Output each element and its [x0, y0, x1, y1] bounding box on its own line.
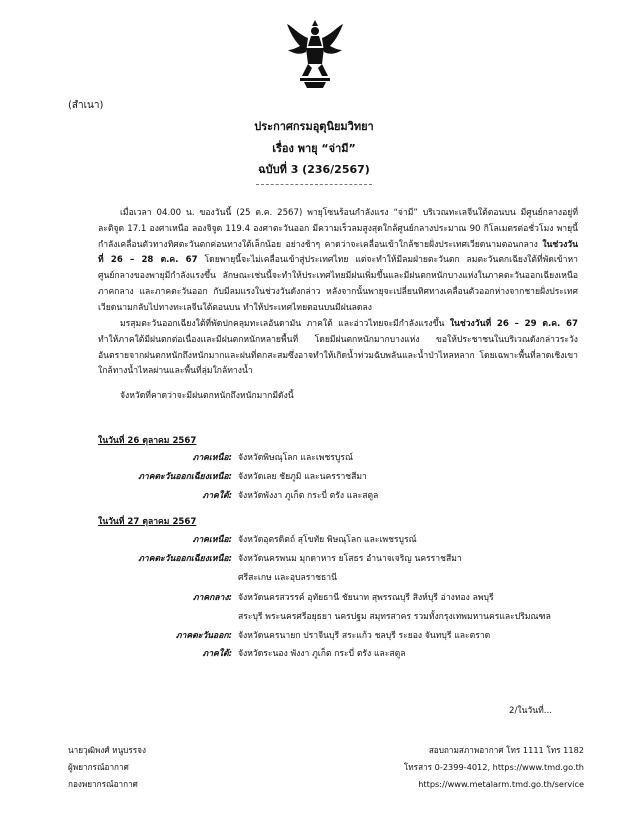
forecaster-name: นายวุฒิพงศ์ หนูบรรจง — [68, 745, 146, 755]
paragraph-storm — [98, 206, 578, 317]
paragraph-provinces-intro: จังหวัดที่คาดว่าจะมีฝนตกหนักถึงหนักมากมีดังนี้ — [120, 391, 294, 401]
contact-phone: สอบถามสภาพอากาศ โทร 1111 โทร 1182 — [428, 745, 584, 755]
region-row — [98, 646, 578, 662]
contact-fax-website: โทรสาร 0-2399-4012, https://www.tmd.go.th — [403, 762, 584, 772]
region-provinces: จังหวัดนครพนม มุกดาหาร ยโสธร อำนาจเจริญ นครราชสีมา — [238, 554, 462, 564]
day-heading: ในวันที่ 27 ตุลาคม 2567 — [98, 517, 197, 527]
paragraph-text: โดยพายุนี้จะไม่เคลื่อนเข้าสู่ประเทศไทย แต่จะทำให้มีลมฝ่ายตะวันตก ลมตะวันตกเฉียงใต้ที่พัดเข้าหาศูนย์กลางของพายุมีกำลังแรงขึ้น ลักษณะเช่นนี้จะทำให้ประเทศไทยมีฝนเพิ่มขึ้นและมีฝนตกหนักบางแห่งในภาคตะวันออกเฉียงเหนือ ภาคกลาง และภาคตะวันออก กับมีลมแรงในช่วงวันดังกล่าว หลังจากนั้นพายุจะเปลี่ยนทิศทางเคลื่อนตัวออกห่างจากชายฝั่งประเทศเวียดนามกลับไปทางทะเลจีนใต้ตอนบน ทำให้ประเทศไทยตอนบนมีฝนลดลง — [98, 255, 578, 313]
subject-title: เรื่อง พายุ “จ่ามี” — [272, 142, 356, 155]
region-row — [98, 488, 578, 504]
region-provinces: จังหวัดพังงา ภูเก็ต กระบี่ ตรัง และสตูล — [238, 491, 379, 501]
region-provinces-continued: สระบุรี พระนครศรีอยุธยา นครปฐม สมุทรสาคร รวมทั้งกรุงเทพมหานครและปริมณฑล — [238, 612, 551, 622]
region-label: ภาคตะวันออก: — [175, 631, 232, 641]
region-provinces: จังหวัดอุตรดิตถ์ สุโขทัย พิษณุโลก และเพชรบูรณ์ — [238, 535, 417, 545]
divider — [256, 184, 372, 185]
paragraph-text: เมื่อเวลา 04.00 น. ของวันนี้ (25 ต.ค. 2567) พายุโซนร้อนกำลังแรง “จ่ามี” บริเวณทะเลจีนใต้ตอนบน มีศูนย์กลางอยู่ที่ละติจูด 17.1 องศาเหนือ ลองจิจูด 119.4 องศาตะวันออก มีความเร็วลมสูงสุดใกล้ศูนย์กลางประมาณ 90 กิโลเมตรต่อชั่วโมง พายุนี้กำลังเคลื่อนตัวทางทิศตะวันตกค่อนทางใต้เล็กน้อย อย่างช้าๆ คาดว่าจะเคลื่อนเข้าใกล้ชายฝั่งประเทศเวียดนามตอนกลาง — [98, 208, 578, 250]
region-row — [98, 628, 578, 644]
paragraph-text: มรสุมตะวันออกเฉียงใต้ที่พัดปกคลุมทะเลอันดามัน ภาคใต้ และอ่าวไทยจะมีกำลังแรงขึ้น — [120, 319, 450, 329]
region-label: ภาคใต้: — [202, 491, 232, 501]
forecaster-division: กองพยากรณ์อากาศ — [68, 779, 138, 789]
region-label: ภาคใต้: — [202, 649, 232, 659]
date-range-highlight: ในช่วงวันที่ 26 – 28 ต.ค. 67 — [98, 239, 578, 266]
region-provinces: จังหวัดระนอง พังงา ภูเก็ต กระบี่ ตรัง และสตูล — [238, 649, 406, 659]
contact-block — [404, 742, 584, 793]
region-row — [98, 590, 578, 606]
paragraph-text: ทำให้ภาคใต้มีฝนตกต่อเนื่องและมีฝนตกหนักหลายพื้นที่ โดยมีฝนตกหนักมากบางแห่ง ขอให้ประชาชนในบริเวณดังกล่าวระวังอันตรายจากฝนตกหนักถึงหนักมากและฝนที่ตกสะสมซึ่งอาจทำให้เกิดน้ำท่วมฉับพลันและน้ำป่าไหลหลาก โดยเฉพาะพื้นที่ลาดเชิงเขาใกล้ทางน้ำไหลผ่านและพื้นที่ลุ่มใกล้ทางน้ำ — [98, 334, 578, 377]
region-row — [98, 469, 578, 485]
region-label: ภาคเหนือ: — [192, 535, 232, 545]
paragraph-monsoon — [98, 317, 578, 380]
forecaster-block — [68, 742, 146, 793]
garuda-emblem-icon — [286, 18, 344, 90]
day-heading: ในวันที่ 26 ตุลาคม 2567 — [98, 436, 197, 446]
agency-title: ประกาศกรมอุตุนิยมวิทยา — [254, 120, 374, 133]
region-row — [98, 532, 578, 548]
contact-service-link[interactable]: https://www.metalarm.tmd.go.th/service — [418, 779, 584, 789]
continued-marker: 2/ในวันที่... — [509, 706, 552, 716]
region-label: ภาคกลาง: — [192, 593, 232, 603]
region-label: ภาคตะวันออกเฉียงเหนือ: — [138, 554, 232, 564]
region-label: ภาคตะวันออกเฉียงเหนือ: — [138, 472, 232, 482]
region-provinces: จังหวัดนครสวรรค์ อุทัยธานี ชัยนาท สุพรรณบุรี สิงห์บุรี อ่างทอง ลพบุรี — [238, 593, 494, 603]
region-provinces: จังหวัดเลย ชัยภูมิ และนครราชสีมา — [238, 472, 367, 482]
copy-label: (สำเนา) — [68, 100, 104, 111]
region-provinces: จังหวัดพิษณุโลก และเพชรบูรณ์ — [238, 453, 353, 463]
region-row — [98, 551, 578, 567]
issue-number: ฉบับที่ 3 (236/2567) — [258, 163, 370, 176]
region-provinces: จังหวัดนครนายก ปราจีนบุรี สระแก้ว ชลบุรี ระยอง จันทบุรี และตราด — [238, 631, 491, 641]
region-label: ภาคเหนือ: — [192, 453, 232, 463]
forecaster-role: ผู้พยากรณ์อากาศ — [68, 762, 129, 772]
region-row — [98, 450, 578, 466]
region-provinces-continued: ศรีสะเกษ และอุบลราชธานี — [238, 573, 337, 583]
date-range-highlight: ในช่วงวันที่ 26 – 29 ต.ค. 67 — [449, 319, 578, 329]
